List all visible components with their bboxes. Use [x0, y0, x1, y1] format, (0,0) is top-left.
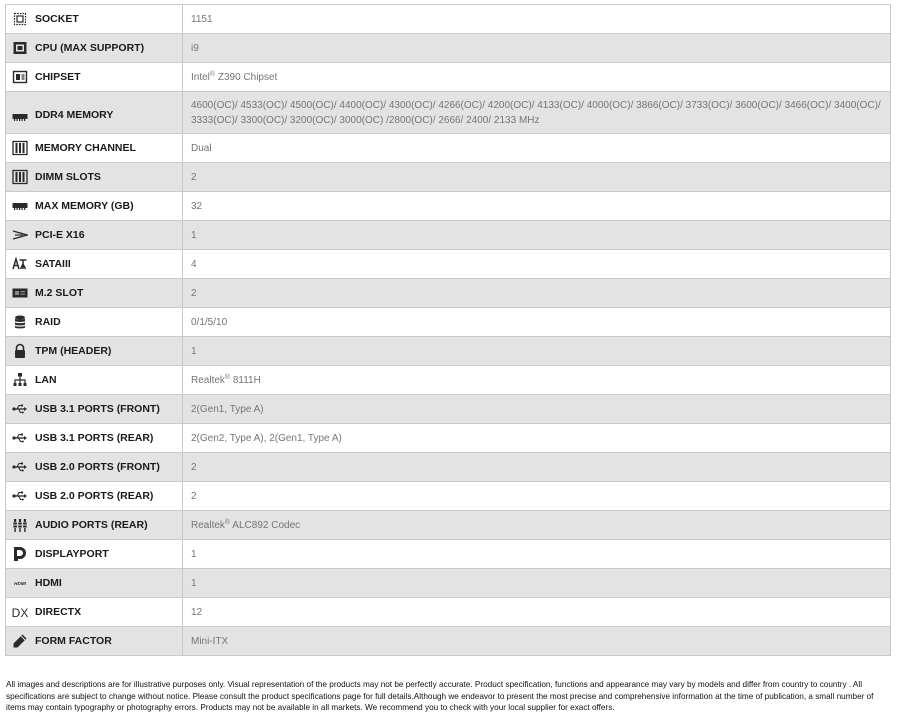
spec-row-lan	[6, 366, 891, 395]
spec-row-usb20-rear	[6, 482, 891, 511]
memory-module-icon	[12, 109, 28, 125]
spec-row-chipset	[6, 63, 891, 92]
spec-row-hdmi	[6, 569, 891, 598]
spec-value: 2	[183, 163, 891, 192]
usb-icon	[12, 401, 28, 417]
spec-value: 1	[183, 540, 891, 569]
spec-row-displayport	[6, 540, 891, 569]
spec-row-m2-slot	[6, 279, 891, 308]
spec-label: SATAIII	[35, 258, 71, 270]
spec-label: TPM (HEADER)	[35, 345, 112, 357]
spec-row-form-factor	[6, 627, 891, 656]
spec-label: USB 2.0 PORTS (FRONT)	[35, 461, 160, 473]
spec-label: MAX MEMORY (GB)	[35, 200, 134, 212]
spec-value: 1	[183, 569, 891, 598]
audio-jacks-icon	[12, 517, 28, 533]
spec-label: CPU (MAX SUPPORT)	[35, 42, 145, 54]
spec-value: Dual	[183, 134, 891, 163]
spec-label: DIRECTX	[35, 606, 82, 618]
spec-row-max-memory	[6, 192, 891, 221]
spec-value: 1151	[183, 5, 891, 34]
spec-value: 1	[183, 337, 891, 366]
spec-label: DISPLAYPORT	[35, 548, 109, 560]
socket-icon	[12, 11, 28, 27]
spec-value: 0/1/5/10	[183, 308, 891, 337]
spec-value: 1	[183, 221, 891, 250]
spec-value: Mini-ITX	[183, 627, 891, 656]
spec-row-dimm-slots	[6, 163, 891, 192]
spec-value: 2(Gen2, Type A), 2(Gen1, Type A)	[183, 424, 891, 453]
usb-icon	[12, 430, 28, 446]
spec-label: RAID	[35, 316, 61, 328]
spec-value: 2	[183, 482, 891, 511]
cpu-icon	[12, 40, 28, 56]
spec-label: CHIPSET	[35, 71, 81, 83]
spec-label: LAN	[35, 374, 57, 386]
spec-row-sata	[6, 250, 891, 279]
chipset-icon	[12, 69, 28, 85]
spec-value: Intel® Z390 Chipset	[183, 63, 891, 92]
raid-icon	[12, 314, 28, 330]
spec-value: Realtek® ALC892 Codec	[183, 511, 891, 540]
spec-label: DIMM SLOTS	[35, 171, 101, 183]
max-memory-icon	[12, 198, 28, 214]
hdmi-icon	[12, 575, 28, 591]
spec-label: M.2 SLOT	[35, 287, 84, 299]
spec-value: Realtek® 8111H	[183, 366, 891, 395]
spec-row-pcie	[6, 221, 891, 250]
directx-icon-text: DX	[12, 606, 28, 620]
spec-row-directx	[6, 598, 891, 627]
spec-value: 12	[183, 598, 891, 627]
usb-icon	[12, 488, 28, 504]
spec-row-usb31-rear	[6, 424, 891, 453]
spec-value: 2	[183, 453, 891, 482]
spec-value: 4	[183, 250, 891, 279]
spec-row-memory-channel	[6, 134, 891, 163]
spec-label: SOCKET	[35, 13, 79, 25]
sata-icon	[12, 256, 28, 272]
spec-label: PCI-E X16	[35, 229, 85, 241]
spec-row-raid	[6, 308, 891, 337]
spec-value: i9	[183, 34, 891, 63]
network-icon	[12, 372, 28, 388]
spec-label: AUDIO PORTS (REAR)	[35, 519, 148, 531]
spec-row-audio-ports	[6, 511, 891, 540]
spec-value: 4600(OC)/ 4533(OC)/ 4500(OC)/ 4400(OC)/ 4300(OC)/ 4266(OC)/ 4200(OC)/ 4133(OC)/ 4000(OC)/ 3866(OC)/ 3733(OC)/ 3600(OC)/ 3466(OC)/ 3400(OC)/ 3333(OC)/ 3300(OC)/ 3200(OC)/ 3000(OC) /2800(OC)/ 2666/ 2400/ 2133 MHz	[183, 92, 891, 134]
spec-table	[5, 4, 891, 656]
spec-value: 2(Gen1, Type A)	[183, 395, 891, 424]
usb-icon	[12, 459, 28, 475]
spec-label: USB 3.1 PORTS (FRONT)	[35, 403, 160, 415]
spec-value: 32	[183, 192, 891, 221]
disclaimer-text: All images and descriptions are for illustrative purposes only. Visual representation of the products may not be perfectly accurate. Product specification, functions and appearance may vary by models and differ from country to country . All specifications are subject to change without notice. Please consult the product specifications page for full details.Although we endeavor to present the most precise and comprehensive information at the time of publication, a small number of items may contain typography or photography errors. Products may not be available in all markets. We recommend you to check with your local supplier for exact offers.	[6, 680, 874, 713]
dimm-slots-icon	[12, 169, 28, 185]
spec-label: USB 3.1 PORTS (REAR)	[35, 432, 154, 444]
spec-label: MEMORY CHANNEL	[35, 142, 136, 154]
spec-row-usb31-front	[6, 395, 891, 424]
hdmi-icon-text: HDMI	[14, 581, 26, 586]
displayport-icon	[12, 546, 28, 562]
spec-label: HDMI	[35, 577, 62, 589]
pcie-icon	[12, 227, 28, 243]
spec-label: USB 2.0 PORTS (REAR)	[35, 490, 154, 502]
spec-label: DDR4 MEMORY	[35, 108, 114, 121]
spec-row-cpu	[6, 34, 891, 63]
lock-icon	[12, 343, 28, 359]
form-factor-icon	[12, 633, 28, 649]
spec-label: FORM FACTOR	[35, 635, 112, 647]
m2-slot-icon	[12, 285, 28, 301]
spec-value: 2	[183, 279, 891, 308]
spec-row-socket	[6, 5, 891, 34]
spec-row-usb20-front	[6, 453, 891, 482]
spec-row-tpm	[6, 337, 891, 366]
memory-channel-icon	[12, 140, 28, 156]
directx-icon	[12, 604, 28, 620]
spec-row-ddr4-memory	[6, 92, 891, 134]
